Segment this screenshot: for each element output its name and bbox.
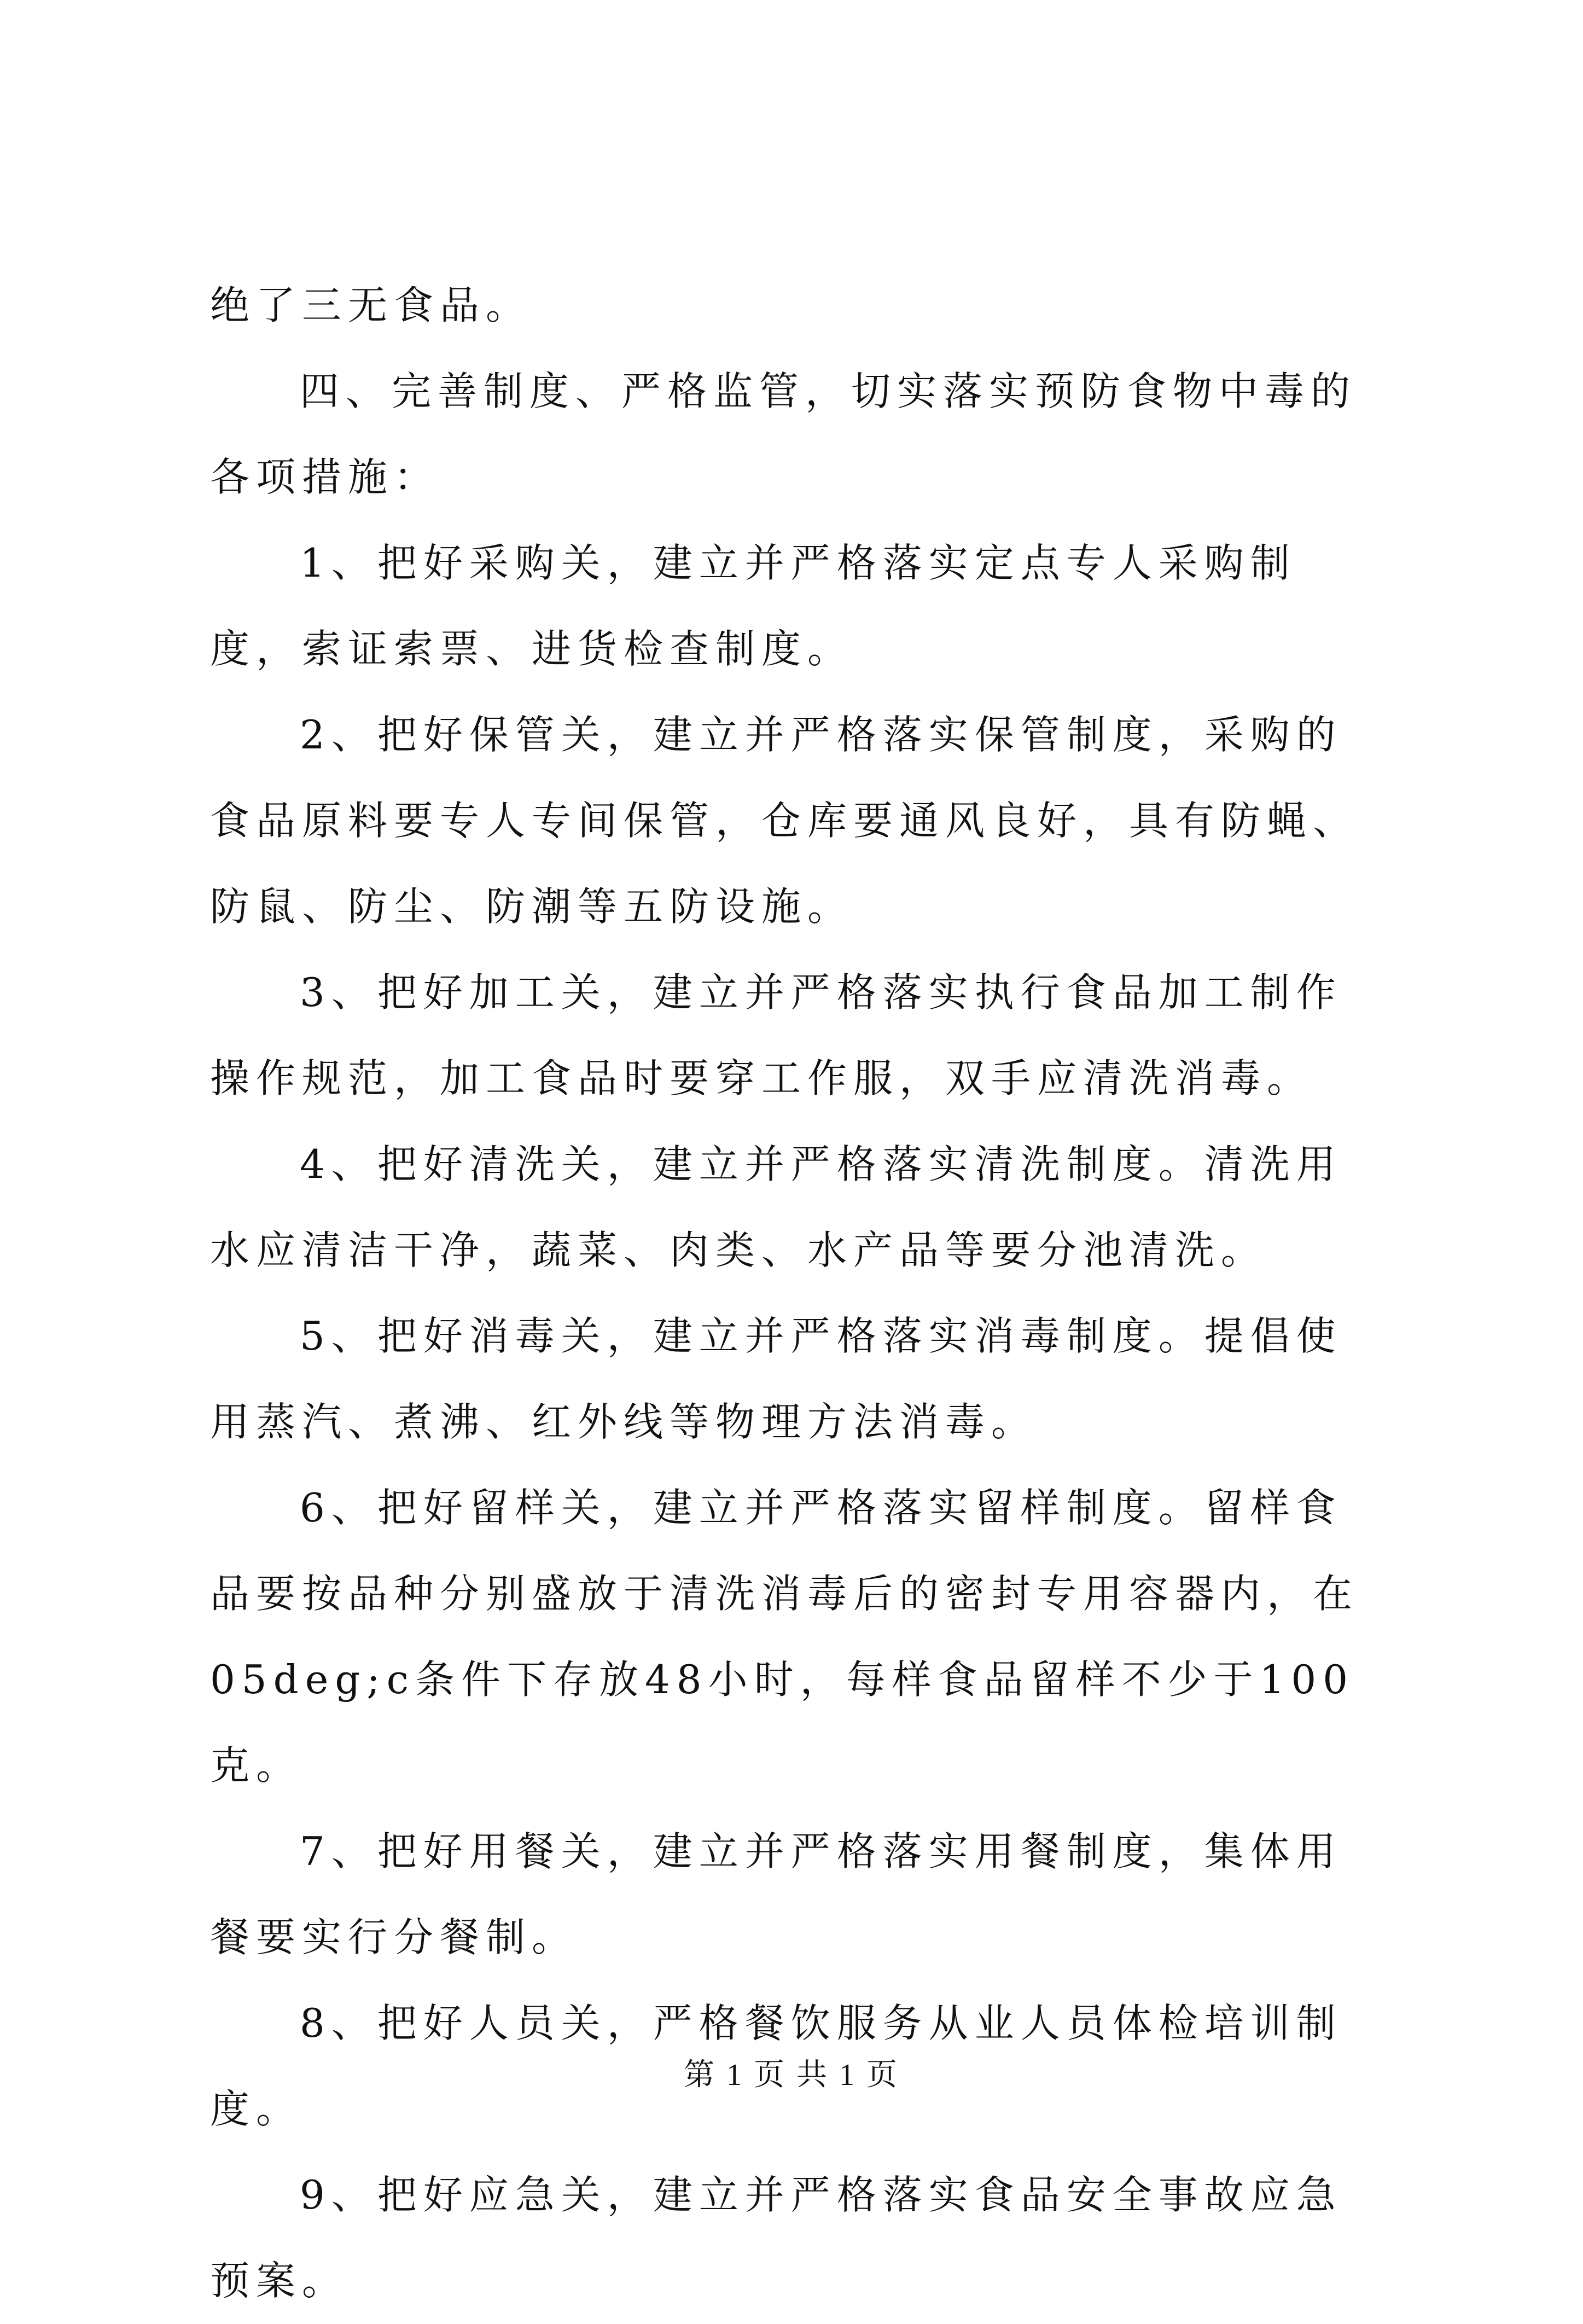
paragraph-item-5: 5、把好消毒关，建立并严格落实消毒制度。提倡使用蒸汽、煮沸、红外线等物理方法消毒。 — [210, 1313, 1342, 1445]
paragraph-item-2: 2、把好保管关，建立并严格落实保管制度，采购的食品原料要专人专间保管，仓库要通风良好，具有防蝇、防鼠、防尘、防潮等五防设施。 — [210, 712, 1359, 929]
paragraph-item-8: 8、把好人员关，严格餐饮服务从业人员体检培训制度。 — [210, 2000, 1342, 2132]
paragraph-item-6: 6、把好留样关，建立并严格落实留样制度。留样食品要按品种分别盛放于清洗消毒后的密封专用容器内，在05deg;c条件下存放48小时，每样食品留样不少于100克。 — [210, 1485, 1359, 1788]
paragraph-item-9: 9、把好应急关，建立并严格落实食品安全事故应急预案。 — [210, 2172, 1342, 2304]
paragraph-continuation: 绝了三无食品。 — [210, 282, 532, 328]
paragraph-item-3: 3、把好加工关，建立并严格落实执行食品加工制作操作规范，加工食品时要穿工作服，双手应清洗消毒。 — [210, 969, 1342, 1101]
paragraph-item-1: 1、把好采购关，建立并严格落实定点专人采购制度，索证索票、进货检查制度。 — [210, 540, 1296, 672]
paragraph-item-7: 7、把好用餐关，建立并严格落实用餐制度，集体用餐要实行分餐制。 — [210, 1828, 1342, 1960]
page-number-footer: 第 1 页 共 1 页 — [684, 2058, 899, 2092]
paragraph-section-four: 四、完善制度、严格监管，切实落实预防食物中毒的各项措施： — [210, 368, 1357, 500]
paragraph-item-4: 4、把好清洗关，建立并严格落实清洗制度。清洗用水应清洁干净，蔬菜、肉类、水产品等要分池清洗。 — [210, 1141, 1342, 1273]
document-body — [210, 263, 1381, 2324]
